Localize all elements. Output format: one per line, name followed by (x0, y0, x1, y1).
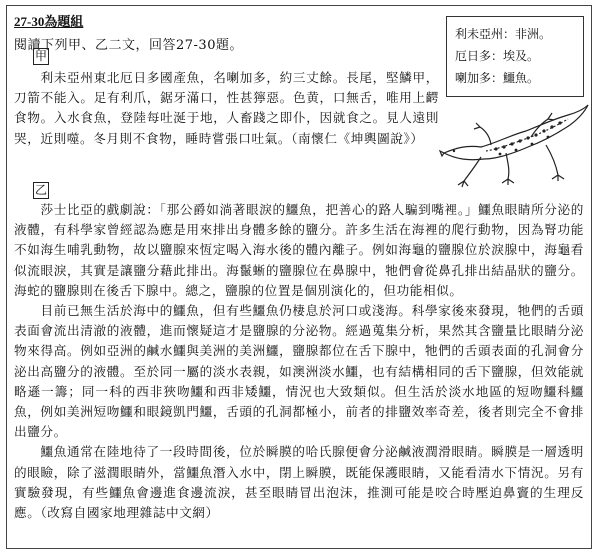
glossary-item: 厄日多：埃及。 (455, 49, 540, 63)
passage-b-label: 乙 (34, 183, 47, 197)
passage-b-paragraph: 莎士比亞的戲劇說：「那公爵如淌著眼淚的鱷魚，把善心的路人騙到嘴裡。」鱷魚眼睛所分泌的液體，有科學家曾經認為應是用來排出身體多餘的鹽分。許多生活在海裡的爬行動物，因為腎功能不如海生哺乳動物，故以鹽腺來恆定喝入海水後的體內離子。例如海龜的鹽腺位於淚腺中，海龜看似流眼淚，其實是讓鹽分藉此排出。海鬣蜥的鹽腺位在鼻腺中，牠們會從鼻孔排出結晶狀的鹽分。海蛇的鹽腺則在後舌下腺中。總之，鹽腺的位置是個別演化的，但功能相似。 (14, 202, 584, 298)
crocodile-illustration (436, 93, 591, 196)
glossary-item: 喇加多：鱷魚。 (455, 71, 540, 85)
glossary-item: 利未亞州：非洲。 (455, 27, 552, 41)
passage-b-paragraph: 鱷魚通常在陸地待了一段時間後，位於瞬膜的哈氏腺便會分泌鹹液潤滑眼睛。瞬膜是一層透明的眼瞼，除了滋潤眼睛外，當鱷魚潛入水中，閉上瞬膜，既能保護眼睛，又能看清水下情況。另有實驗發現，有些鱷魚會邊進食邊流淚，甚至眼睛冒出泡沫，推測可能是咬合時壓迫鼻竇的生理反應。（改寫自國家地理雜誌中文網） (14, 444, 584, 521)
passage-b-paragraph: 目前已無生活於海中的鱷魚，但有些鱷魚仍棲息於河口或淺海。科學家後來發現，牠們的舌頭表面會流出清澈的液體，進而懷疑這才是鹽腺的分泌物。經過蒐集分析，果然其含鹽量比眼睛分泌物來得高。例如亞洲的鹹水鱷與美洲的美洲鱷，鹽腺都位在舌下腺中，牠們的舌頭表面的孔洞會分泌出高鹽分的液體。至於同一屬的淡水表親，如澳洲淡水鱷，也有結構相同的舌下鹽腺，但效能就略遜一籌；同一科的西非狹吻鱷和西非矮鱷，情況也大致類似。但生活於淡水地區的短吻鱷科鱷魚，例如美洲短吻鱷和眼鏡凱門鱷，舌頭的孔洞都極小，前者的排鹽效率奇差，後者則完全不會排出鹽分。 (14, 303, 584, 440)
glossary-box (446, 16, 584, 97)
passage-a (14, 68, 439, 149)
question-group-title: 27-30為題組 (14, 14, 84, 29)
passage-a-text: 利未亞州東北厄日多國產魚，名喇加多，約三丈餘。長尾，堅鱗甲，刀箭不能入。足有利爪，鋸牙滿口，性甚獰惡。色黄，口無舌，唯用上齶食物。入水食魚，登陸每吐涎于地，人畜踐之即仆，因就食之。見人遠則哭，近則噬。冬月則不食物，睡時嘗張口吐氣。（南懷仁《坤輿圖說》） (14, 70, 439, 146)
passage-b (14, 200, 584, 523)
instruction-text: 閱讀下列甲、乙二文，回答27-30題。 (14, 38, 243, 53)
passage-a-label: 甲 (34, 49, 47, 63)
